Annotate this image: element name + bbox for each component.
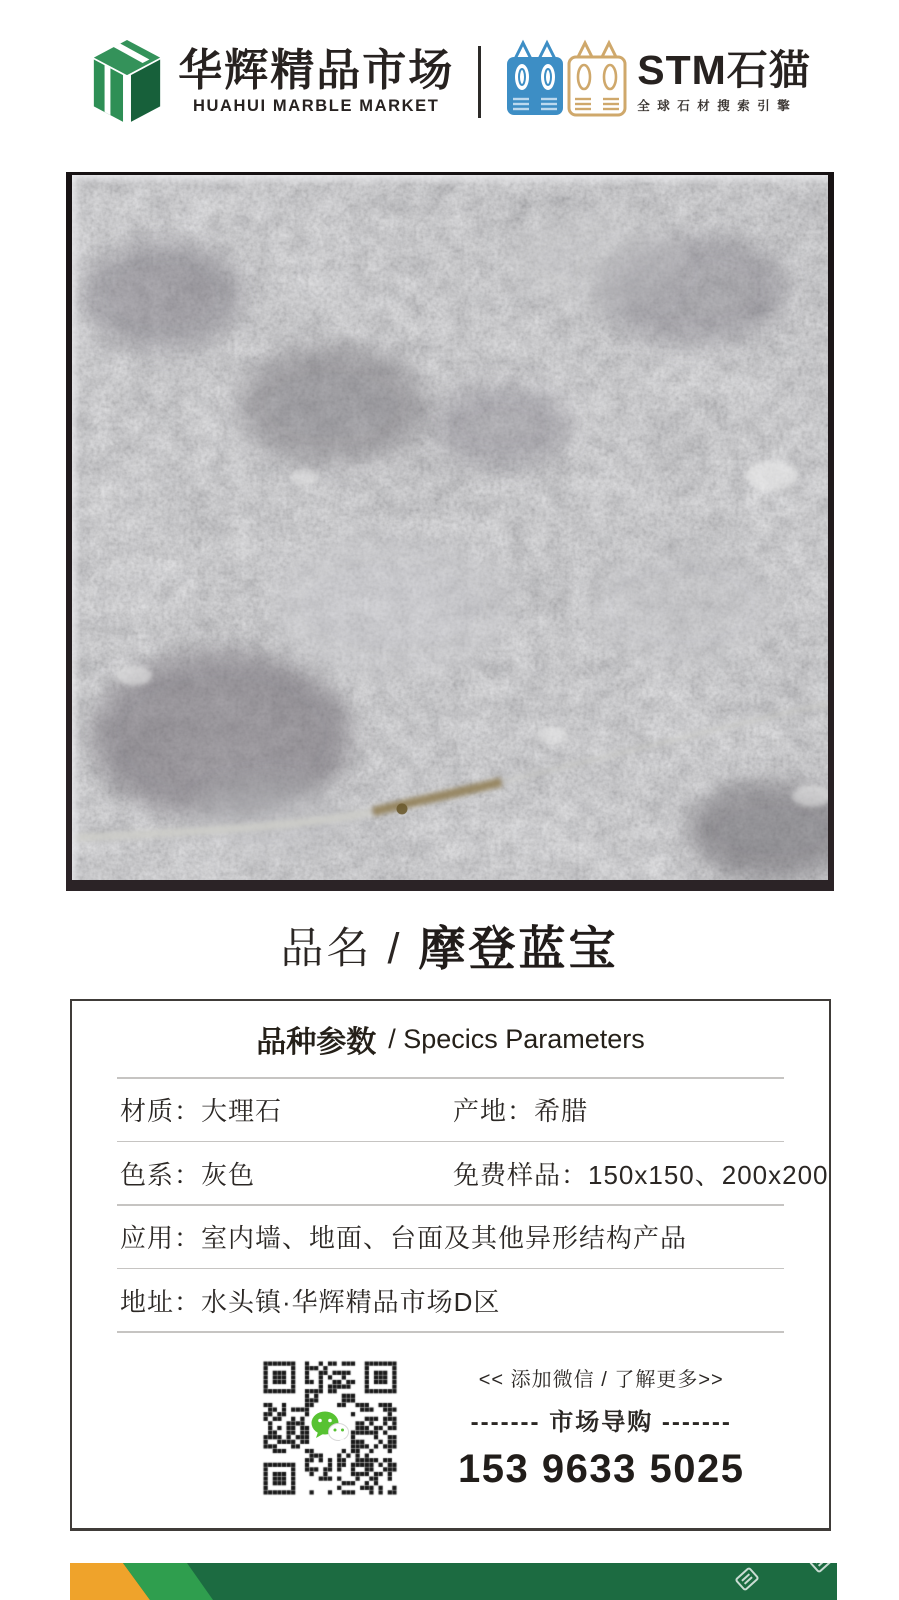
product-name-label: 品名 /: [280, 924, 403, 973]
specs-title-cn: 品种参数: [256, 1026, 377, 1059]
stm-text: [637, 47, 811, 114]
spec-row-application: [72, 1206, 829, 1268]
stm-logo: [505, 39, 811, 126]
qr-code: [257, 1355, 403, 1501]
spec-material: 材质：大理石: [120, 1096, 283, 1126]
marble-slabs-logo-icon: [88, 34, 166, 131]
contact-section: [72, 1333, 829, 1501]
spec-color: 色系：灰色: [120, 1159, 256, 1190]
phone-number: 153 9633 5025: [458, 1447, 745, 1491]
specs-title-en: / Specics Parameters: [388, 1023, 645, 1054]
slab-bevel-top: [72, 175, 828, 185]
stm-tagline: 全球石材搜索引擎: [637, 99, 798, 113]
slab-bevel-left: [72, 175, 81, 880]
spec-row-address: [72, 1269, 829, 1331]
watermark-icon: [808, 1548, 834, 1573]
product-name-value: 摩登蓝宝: [418, 921, 619, 975]
specs-card: [70, 999, 831, 1531]
stm-name: STM石猫: [637, 47, 811, 93]
wechat-icon: [310, 1410, 350, 1444]
spec-application: 应用：室内墙、地面、台面及其他异形结构产品: [120, 1223, 688, 1253]
marble-texture: [72, 175, 828, 880]
spec-row-material: [72, 1079, 829, 1141]
marble-photo: [72, 175, 828, 880]
header: [0, 0, 899, 150]
brand-logo: [88, 34, 454, 131]
bottom-bar: [70, 1563, 837, 1600]
watermark-icon: [734, 1566, 760, 1591]
spec-row-color: [72, 1142, 829, 1204]
specs-title: [72, 1001, 829, 1077]
brand-name-en: HUAHUI MARBLE MARKET: [192, 97, 440, 116]
wechat-hint: << 添加微信 / 了解更多>>: [478, 1369, 724, 1391]
guide-label: ------- 市场导购 -------: [470, 1409, 732, 1436]
spec-address: 地址：水头镇·华辉精品市场D区: [120, 1286, 501, 1317]
product-name-row: [0, 891, 899, 999]
stm-cats-icon: [505, 39, 627, 126]
spec-free-sample: 免费样品：150x150、200x200: [453, 1159, 829, 1190]
brand-text: [178, 45, 455, 116]
spec-origin: 产地：希腊: [453, 1096, 589, 1126]
brand-name-cn: 华辉精品市场: [178, 45, 455, 95]
logo-divider: [478, 46, 481, 118]
contact-text: [458, 1363, 744, 1492]
marble-photo-frame: [66, 172, 834, 891]
